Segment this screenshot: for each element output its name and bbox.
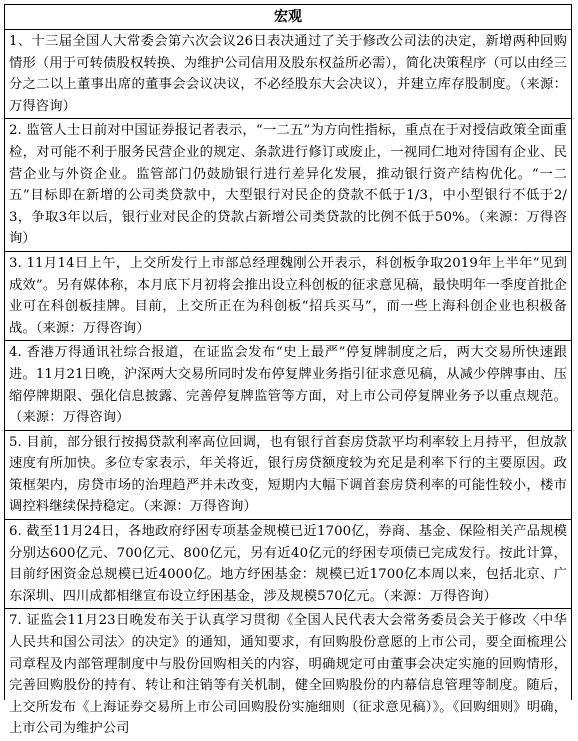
news-item-1: 1、十三届全国人大常委会第六次会议26日表决通过了关于修改公司法的决定，新增两种回购情形（用于可转债股权转换、为维护公司信用及股东权益所必需），简化决策程序（可以由经三分之二以上董事出席的董事会会议决议，不必经股东大会决议），并建立库存股制度。（来源：万得咨询） (5, 30, 571, 119)
news-item-7: 7. 证监会11月23日晚发布关于认真学习贯彻《全国人民代表大会常务委员会关于修改〈中华人民共和国公司法〉的决定》的通知，通知要求，有回购股份意愿的上市公司，要全面梳理公司章程及内部管理制度中与股份回购相关的内容，明确规定可由董事会决定实施的回购情形，完善回购股份的持有、转让和注销等有关机制，健全回购股份的内幕信息管理等制度。随后，上交所发布《上海证券交易所上市公司回购股份实施细则（征求意见稿）》。《回购细则》明确，上市公司为维护公司 (9, 613, 567, 737)
news-item-5: 5. 目前，部分银行按揭贷款利率高位回调，也有银行首套房贷款平均利率较上月持平，但放款速度有所加快。多位专家表示，年关将近，银行房贷额度较为充足是利率下行的主要原因。政策框架内，房贷市场的治理趋严并未改变，短期内大幅下调首套房贷利率的可能性较小，楼市调控料继续保持稳定。（来源：万得咨询） (5, 431, 571, 520)
macro-news-table (4, 4, 572, 737)
news-item-2: 2. 监管人士日前对中国证券报记者表示，“一二五”为方向性指标，重点在于对授信政策全面重检，对可能不利于服务民营企业的规定、条款进行修订或废止，一视同仁地对待国有企业、民营企业与外资企业。监管部门仍鼓励银行进行差异化发展，推动银行资产结构优化。“一二五”目标即在新增的公司类贷款中，大型银行对民企的贷款不低于1/3，中小型银行不低于2/3，争取3年以后，银行业对民企的贷款占新增公司类贷款的比例不低于50%。（来源：万得咨询） (5, 119, 571, 252)
news-item-3: 3. 11月14日上午，上交所发行上市部总经理魏刚公开表示，科创板争取2019年上半年“见到成效”。另有媒体称，本月底下月初将会推出设立科创板的征求意见稿，最快明年一季度首批企业可在科创板挂牌。目前，上交所正在为科创板“招兵买马”，而一些上海科创企业也积极备战。（来源：万得咨询） (5, 252, 571, 341)
news-item-4: 4. 香港万得通讯社综合报道，在证监会发布“史上最严”停复牌制度之后，两大交易所快速跟进。11月21日晚，沪深两大交易所同时发布停复牌业务指引征求意见稿，从减少停牌事由、压缩停牌期限、强化信息披露、完善停复牌监管等方面，对上市公司停复牌业务予以重点规范。（来源：万得咨询） (5, 341, 571, 430)
news-item-6: 6. 截至11月24日，各地政府纾困专项基金规模已近1700亿，券商、基金、保险相关产品规模分别达600亿元、700亿元、800亿元，另有近40亿元的纾困专项债已完成发行。按此计算，目前纾困资金总规模已近4000亿。地方纾困基金：规模已近1700亿本周以来，包括北京、广东深圳、四川成都相继宣布设立纾困基金，涉及规模570亿元。（来源：万得咨询） (5, 520, 571, 609)
table-title: 宏观 (5, 5, 571, 30)
